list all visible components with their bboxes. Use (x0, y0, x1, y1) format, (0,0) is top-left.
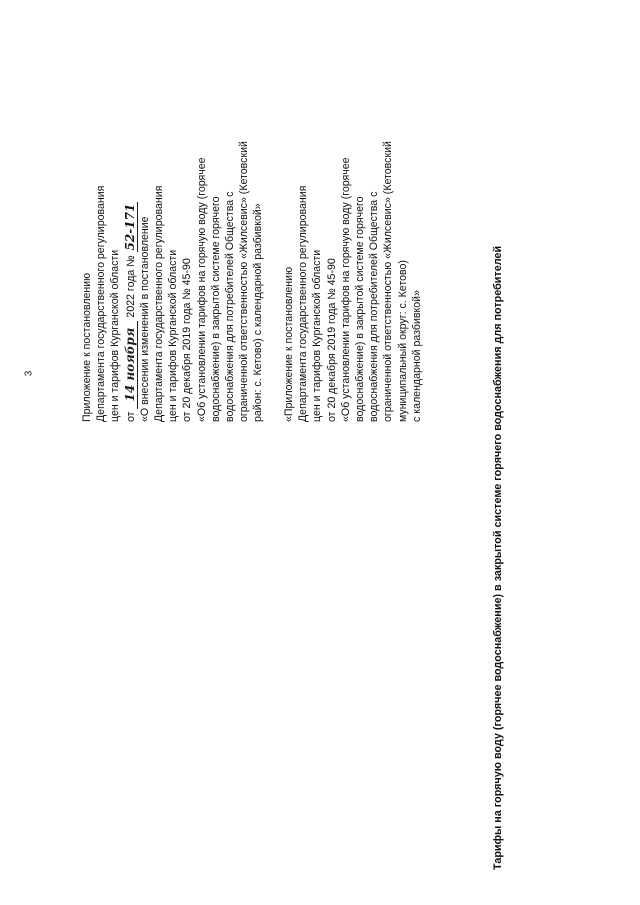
appendix-line: цен и тарифов Курганской области (311, 249, 324, 422)
appendix-line: водоснабжения для потребителей Общества с (224, 191, 237, 422)
appendix-line: от 20 декабря 2019 года № 45-90 (325, 258, 338, 422)
table-title: Тарифы на горячую воду (горячее водоснабжение) в закрытой системе горячего водоснабжения для потребителей (492, 245, 504, 870)
handwritten-number: 52-171 (122, 203, 137, 251)
appendix-original (282, 141, 424, 422)
appendix-line: «О внесении изменений в постановление (138, 216, 151, 422)
appendix-line: водоснабжения для потребителей Общества с (368, 191, 381, 422)
appendix-line: Департамента государственного регулирования (153, 185, 166, 422)
appendix-date-line (123, 141, 138, 422)
appendix-line: цен и тарифов Курганской области (167, 249, 180, 422)
appendix-line: «Приложение к постановлению (283, 266, 295, 422)
appendix-line: «Об установлении тарифов на горячую воду (горячее (339, 157, 352, 422)
appendix-line: водоснабжение) в закрытой системе горячего (209, 196, 222, 422)
rotated-content (60, 30, 580, 870)
appendix-line: водоснабжение) в закрытой системе горячего (354, 196, 367, 422)
appendix-line: Приложение к постановлению (81, 272, 93, 422)
handwritten-date: 14 ноября (123, 321, 138, 409)
appendix-current (80, 141, 266, 422)
appendix-line: цен и тарифов Курганской области (109, 249, 122, 422)
appendix-line: ограниченной ответственностью «Жилсевис» (Кетовский (238, 141, 251, 422)
date-prefix: от (124, 411, 137, 422)
appendix-line: район: с. Кетово) с календарной разбивкой» (252, 203, 265, 422)
appendix-line: Департамента государственного регулирования (297, 185, 310, 422)
appendix-line: с календарной разбивкой» (410, 290, 423, 422)
appendix-line: ограниченной ответственностью «Жилсевис» (Кетовский (382, 141, 395, 422)
appendix-line: муниципальный округ: с. Кетово) (396, 260, 409, 422)
date-mid: 2022 года № (124, 255, 137, 318)
appendix-line: «Об установлении тарифов на горячую воду (горячее (195, 157, 208, 422)
page-number: 3 (23, 370, 35, 377)
appendix-line: Департамента государственного регулирования (95, 185, 108, 422)
appendix-line: от 20 декабря 2019 года № 45-90 (181, 258, 194, 422)
